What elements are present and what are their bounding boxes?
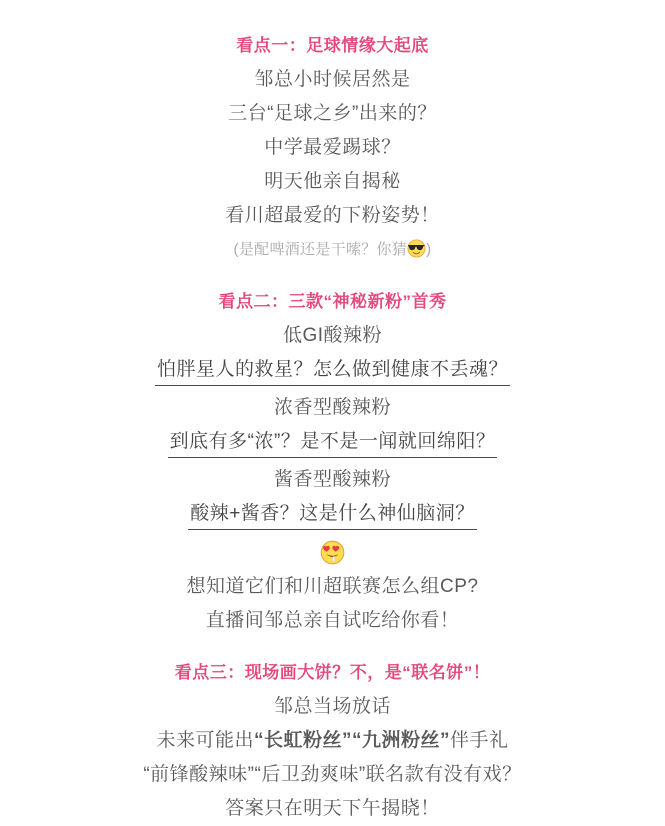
underlined-line	[0, 353, 665, 391]
sunglasses-emoji	[407, 238, 426, 262]
section-1-heading: 看点一：足球情缘大起底	[236, 36, 429, 55]
underlined-text: 怕胖星人的救星？怎么做到健康不丢魂？	[155, 358, 510, 386]
underlined-line	[0, 497, 665, 535]
rich-text-line	[0, 724, 665, 758]
section-2-heading: 看点二：三款“神秘新粉”首秀	[218, 292, 447, 312]
text-line: 想知道它们和川超联赛怎么组CP?	[186, 576, 479, 598]
section-3	[0, 656, 665, 826]
muted-caption-line: (是配啤酒还是干嗦？你猜 )	[0, 233, 665, 267]
text-line: 中学最爱踢球？	[264, 137, 401, 158]
section-3-heading: 看点三：现场画大饼？不，是“联名饼”！	[174, 663, 491, 683]
text-segment: 伴手礼	[450, 730, 509, 752]
text-line: 酱香型酸辣粉	[273, 469, 391, 491]
text-line: “前锋酸辣味”“后卫劲爽味”联名款有没有戏？	[143, 764, 522, 786]
text-line: 看川超最爱的下粉姿势！	[225, 205, 440, 226]
emoji-line	[0, 535, 665, 570]
text-line: 邹总当场放话	[273, 696, 391, 718]
text-line: 三台“足球之乡”出来的？	[228, 103, 437, 124]
text-line: 低GI酸辣粉	[282, 325, 383, 347]
text-line: 明天他亲自揭秘	[264, 171, 401, 192]
text-segment: 未来可能出	[156, 730, 254, 752]
text-line: 浓香型酸辣粉	[273, 397, 391, 419]
bold-text-segment: “长虹粉丝”“九洲粉丝”	[253, 730, 450, 752]
heart-eyes-drool-emoji	[320, 540, 345, 565]
text-line: 答案只在明天下午揭晓！	[225, 798, 440, 820]
underlined-text: 酸辣+酱香？这是什么神仙脑洞？	[188, 502, 477, 530]
section-2	[0, 285, 665, 638]
underlined-line	[0, 425, 665, 463]
text-line: 邹总小时候居然是	[254, 69, 411, 90]
text-line: 直播间邹总亲自试吃给你看！	[205, 610, 460, 632]
section-1	[0, 29, 665, 267]
underlined-text: 到底有多“浓”？是不是一闻就回绵阳？	[168, 430, 498, 458]
